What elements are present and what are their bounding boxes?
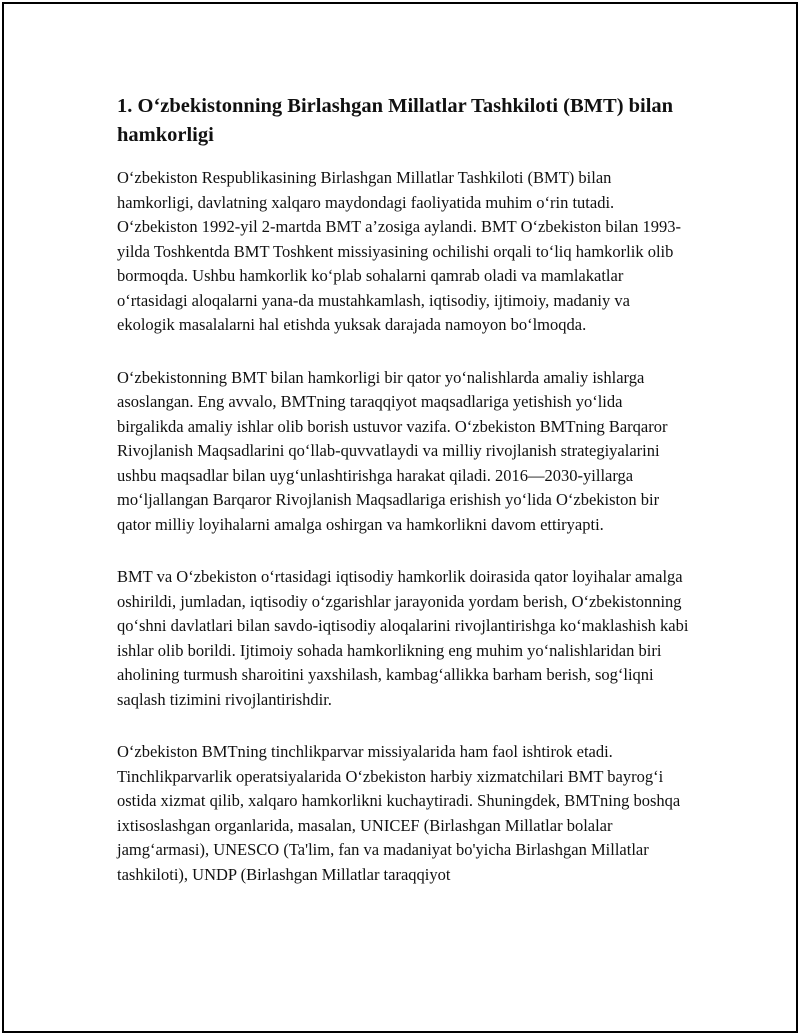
section-heading: 1. O‘zbekistonning Birlashgan Millatlar Tashkiloti (BMT) bilan hamkorligi (117, 95, 674, 146)
paragraph-3: BMT va O‘zbekiston o‘rtasidagi iqtisodiy hamkorlik doirasida qator loyihalar amalga oshirildi, jumladan, iqtisodiy o‘zgarishlar jarayonida yordam berish, O‘zbekistonning qo‘shni davlatlari bilan savdo-iqtisodiy aloqalarini rivojlantirishga ko‘maklashish kabi ishlar olib borildi. Ijtimoiy sohada hamkorlikning eng muhim yo‘nalishlaridan biri aholining turmush sharoitini yaxshilash, kambag‘allikka barham berish, sog‘liqni saqlash tizimini rivojlantirishdir. (117, 567, 689, 709)
paragraph-2: O‘zbekistonning BMT bilan hamkorligi bir qator yo‘nalishlarda amaliy ishlarga asoslangan. Eng avvalo, BMTning taraqqiyot maqsadlariga yetishish yo‘lida birgalikda amaliy ishlar olib borish ustuvor vazifa. O‘zbekiston BMTning Barqaror Rivojlanish Maqsadlarini qo‘llab-quvvatlaydi va milliy rivojlanish strategiyalarini ushbu maqsadlar bilan uyg‘unlashtirishga harakat qiladi. 2016—2030-yillarga mo‘ljallangan Barqaror Rivojlanish Maqsadlariga erishish yo‘lida O‘zbekiston bir qator milliy loyihalarni amalga oshirgan va hamkorlikni davom ettiryapti. (117, 367, 668, 534)
document-body (117, 92, 689, 915)
paragraph-1: O‘zbekiston Respublikasining Birlashgan Millatlar Tashkiloti (BMT) bilan hamkorligi, davlatning xalqaro maydondagi faoliyatida muhim o‘rin tutadi. O‘zbekiston 1992-yil 2-martda BMT a’zosiga aylandi. BMT O‘zbekiston bilan 1993-yilda Toshkentda BMT Toshkent missiyasining ochilishi orqali to‘liq hamkorlik olib bormoqda. Ushbu hamkorlik ko‘plab sohalarni qamrab oladi va mamlakatlar o‘rtasidagi aloqalarni yana-da mustahkamlash, iqtisodiy, ijtimoiy, madaniy va ekologik masalalarni hal etishda yuksak darajada namoyon bo‘lmoqda. (117, 168, 681, 334)
paragraph-4: O‘zbekiston BMTning tinchlikparvar missiyalarida ham faol ishtirok etadi. Tinchlikparvarlik operatsiyalarida O‘zbekiston harbiy xizmatchilari BMT bayrog‘i ostida xizmat qilib, xalqaro hamkorlikni kuchaytiradi. Shuningdek, BMTning boshqa ixtisoslashgan organlarida, masalan, UNICEF (Birlashgan Millatlar bolalar jamg‘armasi), UNESCO (Ta'lim, fan va madaniyat bo'yicha Birlashgan Millatlar tashkiloti), UNDP (Birlashgan Millatlar taraqqiyot (117, 742, 681, 884)
